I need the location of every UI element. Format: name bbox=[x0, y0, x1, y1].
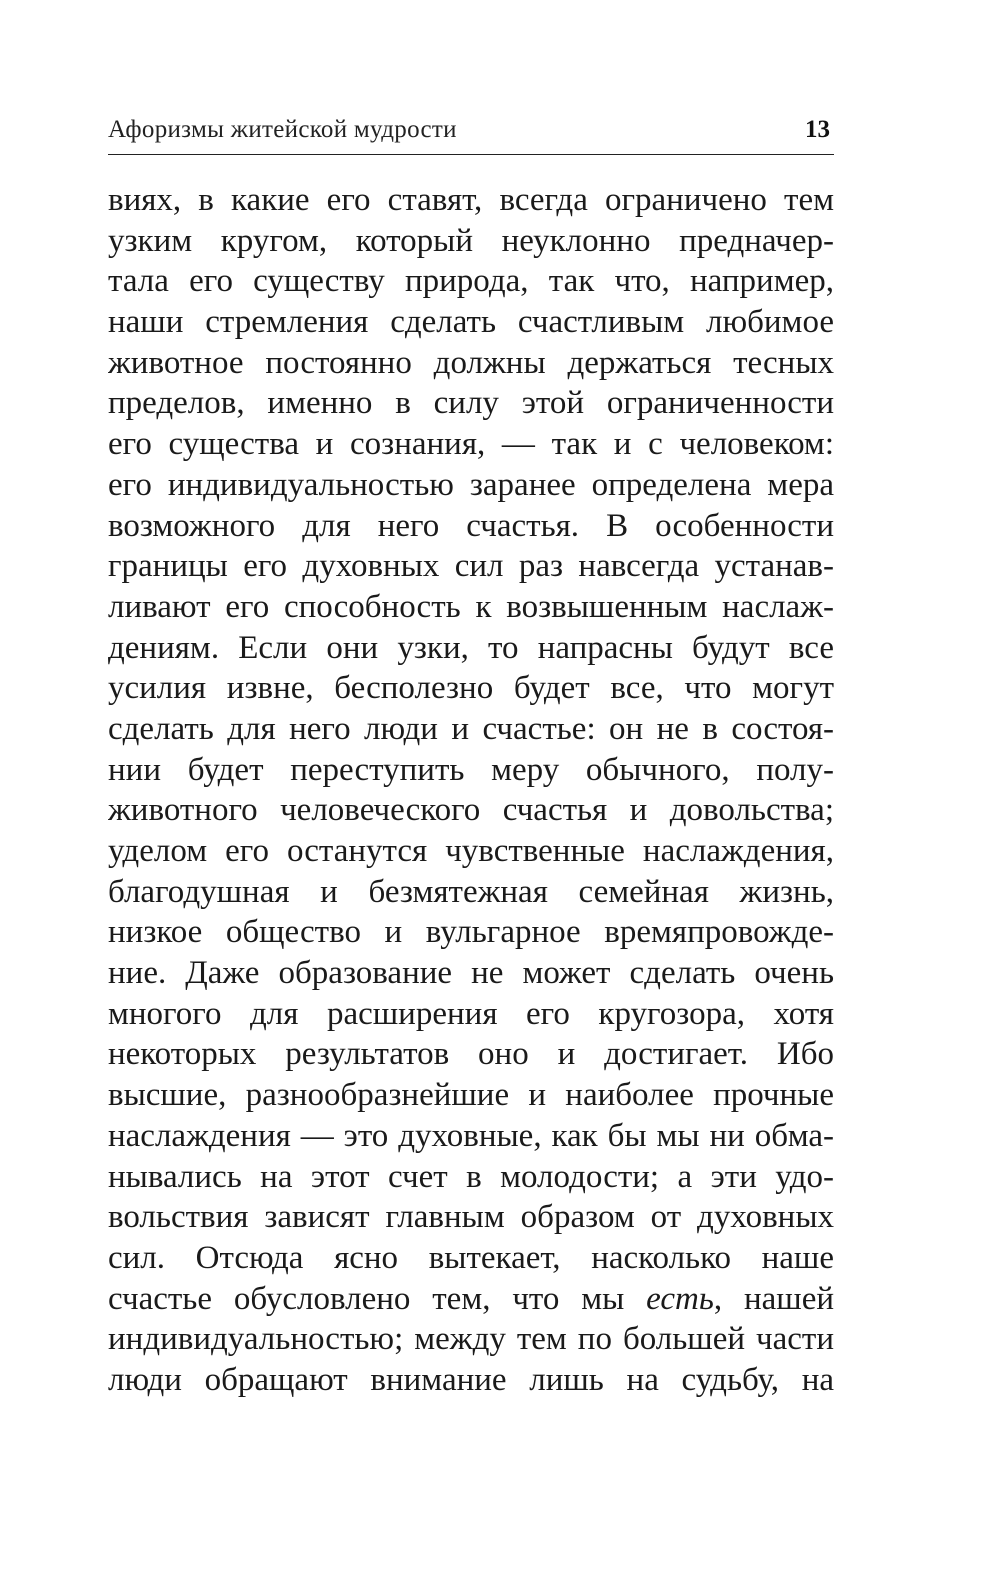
running-title: Афоризмы житейской мудрости bbox=[108, 116, 457, 143]
text-line: дениям. Если они узки, то напрасны будут все bbox=[108, 629, 834, 666]
text-line: высшие, разнообразнейшие и наиболее прочные bbox=[108, 1077, 834, 1114]
text-line: пределов, именно в силу этой ограниченности bbox=[108, 385, 834, 422]
text-line: нывались на этот счет в молодости; а эти удо- bbox=[108, 1158, 834, 1195]
text-line: люди обращают внимание лишь на судьбу, на bbox=[108, 1361, 834, 1398]
text-line: наши стремления сделать счастливым любимое bbox=[108, 304, 834, 341]
running-head bbox=[108, 116, 834, 152]
text-line: наслаждения — это духовные, как бы мы ни обма- bbox=[108, 1117, 834, 1154]
text-line: животное постоянно должны держаться тесных bbox=[108, 344, 834, 381]
body-text bbox=[108, 180, 834, 1401]
text-line: ние. Даже образование не может сделать очень bbox=[108, 955, 834, 992]
text-line: уделом его останутся чувственные наслаждения, bbox=[108, 833, 834, 869]
text-line: нии будет переступить меру обычного, полу- bbox=[108, 751, 834, 788]
text-line: многого для расширения его кругозора, хотя bbox=[108, 995, 834, 1032]
text-line: животного человеческого счастья и довольства; bbox=[108, 792, 834, 829]
text-line: возможного для него счастья. В особенности bbox=[108, 507, 834, 544]
text-line: ливают его способность к возвышенным наслаж- bbox=[108, 588, 834, 625]
page-number: 13 bbox=[805, 116, 830, 143]
text-line: индивидуальностью; между тем по большей части bbox=[108, 1321, 834, 1358]
text-line: сил. Отсюда ясно вытекает, насколько наше bbox=[108, 1239, 834, 1276]
text-line: некоторых результатов оно и достигает. Ибо bbox=[108, 1036, 834, 1073]
text-line: тала его существу природа, так что, например, bbox=[108, 263, 834, 300]
text-line-with-italic bbox=[108, 1279, 834, 1320]
text-line: границы его духовных сил раз навсегда устанав- bbox=[108, 548, 834, 585]
text-line: низкое общество и вульгарное времяпровожде- bbox=[108, 914, 834, 951]
text-line: его индивидуальностью заранее определена мера bbox=[108, 466, 834, 503]
text-line: узким кругом, который неуклонно предначер- bbox=[108, 222, 834, 259]
text-segment: счастье обусловлено тем, что мы bbox=[108, 1280, 647, 1317]
italic-word: есть bbox=[646, 1280, 714, 1317]
text-line: благодушная и безмятежная семейная жизнь, bbox=[108, 873, 834, 910]
text-line: вольствия зависят главным образом от духовных bbox=[108, 1199, 834, 1236]
text-line: виях, в какие его ставят, всегда ограничено тем bbox=[108, 182, 834, 218]
text-line: его существа и сознания, — так и с человеком: bbox=[108, 426, 834, 463]
text-line: сделать для него люди и счастье: он не в состоя- bbox=[108, 710, 834, 747]
text-segment: , нашей bbox=[713, 1280, 834, 1317]
text-line: усилия извне, бесполезно будет все, что могут bbox=[108, 670, 834, 707]
header-rule bbox=[108, 154, 834, 155]
